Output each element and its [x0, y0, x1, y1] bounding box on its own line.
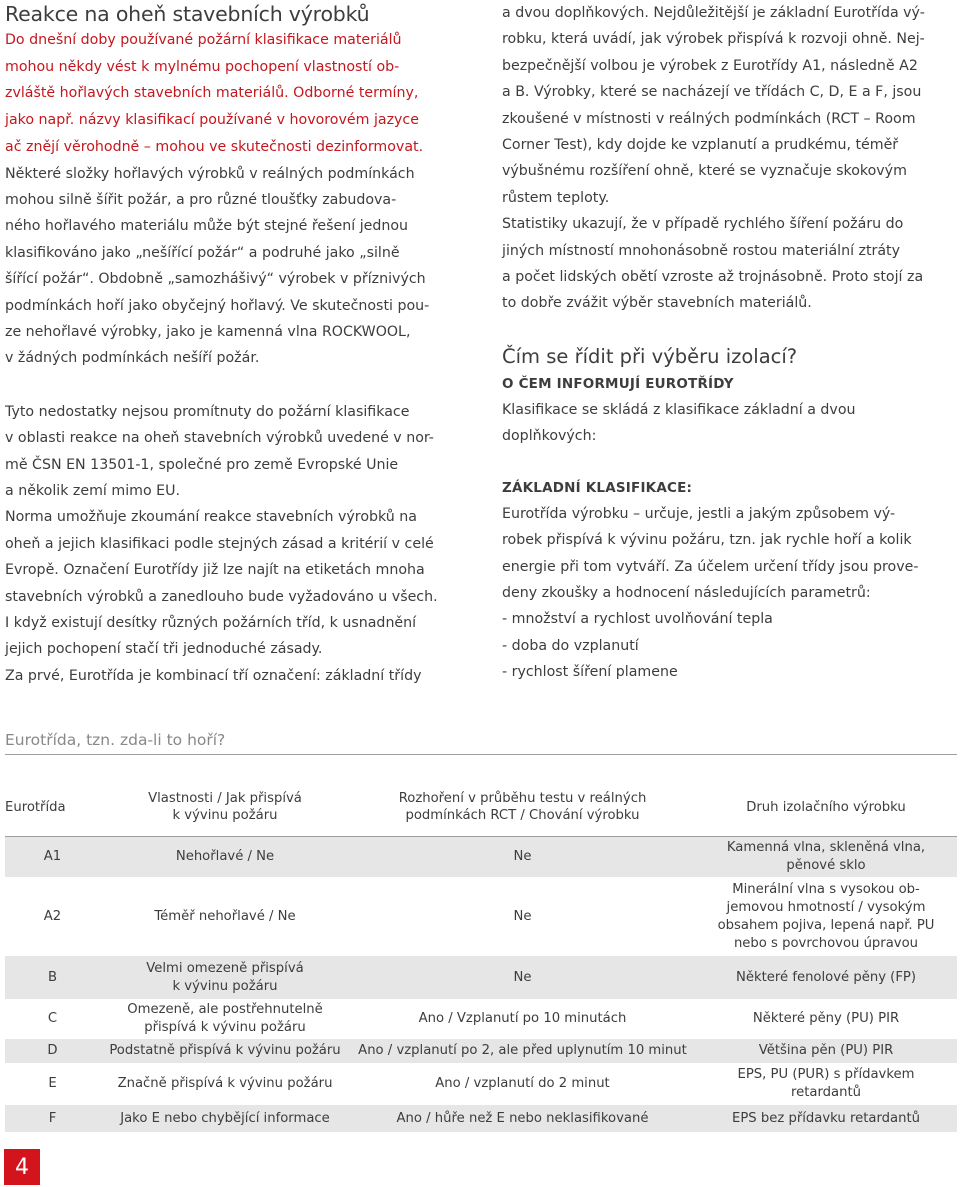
- text-line: v žádných podmínkách nešíří požár.: [5, 350, 260, 367]
- cell-insulation: [695, 1064, 957, 1105]
- text-line: Evropě. Označení Eurotřídy již lze najít na etiketách mnoha: [5, 562, 425, 579]
- text-line: a B. Výrobky, které se nacházejí ve třídách C, D, E a F, jsou: [502, 84, 922, 101]
- text-line: mě ČSN EN 13501-1, společné pro země Evropské Unie: [5, 456, 399, 473]
- text-line: Klasifikace se skládá z klasifikace základní a dvou: [502, 401, 856, 418]
- cell-line: D: [47, 1043, 58, 1058]
- cell-rct: [350, 1105, 695, 1133]
- cell-line: Ano / vzplanutí po 2, ale před uplynutím 10 minut: [358, 1043, 687, 1058]
- header-line: k vývinu požáru: [172, 808, 278, 823]
- cell-line: Jako E nebo chybějící informace: [120, 1110, 330, 1126]
- cell-line: Omezeně, ale postřehnutelně: [127, 1002, 323, 1017]
- cell-line: k vývinu požáru: [172, 978, 278, 994]
- table-row: [5, 956, 957, 1000]
- cell-line: Ne: [513, 969, 532, 985]
- cell-properties: [100, 837, 350, 878]
- text-line: energie při tom vytváří. Za účelem určení třídy jsou prove-: [502, 558, 919, 575]
- cell-insulation: [695, 1000, 957, 1039]
- cell-line: Ne: [513, 908, 532, 924]
- cell-insulation: [695, 1039, 957, 1064]
- header-line: podmínkách RCT / Chování výrobku: [405, 808, 640, 823]
- cell-properties: [100, 1000, 350, 1039]
- cell-class: [5, 1039, 100, 1064]
- cell-insulation: [695, 837, 957, 878]
- cell-class: [5, 878, 100, 956]
- text-line: Norma umožňuje zkoumání reakce stavebních výrobků na: [5, 509, 417, 526]
- cell-class: [5, 1000, 100, 1039]
- cell-rct: [350, 956, 695, 1000]
- cell-line: A1: [43, 849, 62, 864]
- cell-class: [5, 1105, 100, 1133]
- cell-line: EPS bez přídavku retardantů: [732, 1110, 920, 1126]
- cell-properties: [100, 1105, 350, 1133]
- header-line: Vlastnosti / Jak přispívá: [148, 791, 302, 806]
- table-row: [5, 837, 957, 878]
- text-line: I když existují desítky různých požárních tříd, k usnadnění: [5, 615, 417, 632]
- subheading-zakladni: ZÁKLADNÍ KLASIFIKACE:: [502, 479, 693, 496]
- cell-line: EPS, PU (PUR) s přídavkem: [737, 1067, 915, 1082]
- header-eurotrida: [5, 778, 100, 837]
- eurotrida-table: [5, 778, 957, 1133]
- text-line: ze nehořlavé výrobky, jako je kamenná vlna ROCKWOOL,: [5, 323, 411, 340]
- header-rozhoreni: [350, 778, 695, 837]
- table-body: [5, 837, 957, 1133]
- page-title: Reakce na oheň stavebních výrobků: [5, 2, 370, 26]
- text-line: Za prvé, Eurotřída je kombinací tří označení: základní třídy: [5, 667, 422, 684]
- cell-line: E: [48, 1076, 57, 1091]
- cell-line: F: [48, 1110, 57, 1126]
- cell-line: nebo s povrchovou úpravou: [733, 935, 919, 951]
- text-line: Některé složky hořlavých výrobků v reálných podmínkách: [5, 165, 415, 182]
- body-paragraph-2: [5, 399, 465, 689]
- header-druh: [695, 778, 957, 837]
- cell-rct: [350, 878, 695, 956]
- text-line: klasifikováno jako „nešířící požár“ a podruhé jako „silně: [5, 244, 400, 261]
- text-line: Eurotřída výrobku – určuje, jestli a jakým způsobem vý-: [502, 505, 896, 522]
- cell-line: Některé fenolové pěny (FP): [735, 969, 917, 985]
- lead-paragraph: [5, 27, 465, 161]
- page-number: 4: [4, 1149, 40, 1185]
- text-line: šířící požár“. Obdobně „samozhášivý“ výrobek v příznivých: [5, 271, 426, 288]
- cell-line: Podstatně přispívá k vývinu požáru: [109, 1043, 341, 1058]
- cell-rct: [350, 1039, 695, 1064]
- cell-properties: [100, 956, 350, 1000]
- text-line: stavebních výrobků a zanedlouho bude vyžadováno u všech.: [5, 588, 438, 605]
- body-paragraph-1: [5, 161, 465, 372]
- cell-line: obsahem pojiva, lepená např. PU: [717, 917, 935, 933]
- text-line: doplňkových:: [502, 428, 597, 445]
- cell-line: Ano / hůře než E nebo neklasifikované: [396, 1110, 649, 1126]
- text-line: jiných místností mnohonásobně rostou materiální ztráty: [502, 242, 901, 259]
- text-line: robku, která uvádí, jak výrobek přispívá k rozvoji ohně. Nej-: [502, 31, 925, 48]
- cell-line: jemovou hmotností / vysokým: [726, 899, 926, 915]
- cell-line: Téměř nehořlavé / Ne: [154, 908, 296, 924]
- text-line: růstem teploty.: [502, 189, 610, 206]
- text-line: jejich pochopení stačí tři jednoduché zásady.: [5, 641, 323, 658]
- lead-line: zvláště hořlavých stavebních materiálů. Odborné termíny,: [5, 85, 419, 102]
- list-item: - množství a rychlost uvolňování tepla: [502, 611, 773, 628]
- header-line: Rozhoření v průběhu testu v reálných: [398, 791, 647, 806]
- cell-line: Některé pěny (PU) PIR: [752, 1011, 900, 1026]
- right-paragraph-1: [502, 0, 952, 211]
- text-line: oheň a jejich klasifikaci podle stejných zásad a kritérií v celé: [5, 535, 434, 552]
- right-paragraph-2: [502, 211, 952, 317]
- text-line: výbušnému rozšíření ohně, které se vyznačuje skokovým: [502, 163, 907, 180]
- text-line: a několik zemí mimo EU.: [5, 482, 181, 499]
- cell-line: Většina pěn (PU) PIR: [758, 1043, 894, 1058]
- text-line: mohou silně šířit požár, a pro různé tloušťky zabudova-: [5, 191, 397, 208]
- cell-line: A2: [43, 908, 62, 924]
- text-line: zkoušené v místnosti v reálných podmínkách (RCT – Room: [502, 110, 916, 127]
- cell-class: [5, 837, 100, 878]
- lead-line: ač znějí věrohodně – mohou ve skutečnosti dezinformovat.: [5, 138, 424, 155]
- header-vlastnosti: [100, 778, 350, 837]
- section-heading: Čím se řídit při výběru izolací?: [502, 344, 798, 368]
- list-item: - doba do vzplanutí: [502, 637, 639, 654]
- text-line: robek přispívá k vývinu požáru, tzn. jak rychle hoří a kolik: [502, 532, 912, 549]
- cell-line: Nehořlavé / Ne: [175, 849, 275, 864]
- text-line: Statistiky ukazují, že v případě rychlého šíření požáru do: [502, 216, 904, 233]
- cell-class: [5, 1064, 100, 1105]
- cell-line: přispívá k vývinu požáru: [144, 1020, 306, 1035]
- cell-line: Ano / Vzplanutí po 10 minutách: [418, 1011, 627, 1026]
- text-line: bezpečnější volbou je výrobek z Eurotřídy A1, následně A2: [502, 57, 918, 74]
- eurotrida-table-section: [5, 728, 957, 1133]
- cell-line: pěnové sklo: [786, 858, 866, 873]
- cell-line: C: [47, 1011, 58, 1026]
- cell-rct: [350, 1000, 695, 1039]
- table-header-row: [5, 778, 957, 837]
- text-line: to dobře zvážit výběr stavebních materiálů.: [502, 295, 812, 312]
- lead-line: jako např. názvy klasifikací používané v hovorovém jazyce: [5, 112, 419, 129]
- text-line: a počet lidských obětí vzroste až trojnásobně. Proto stojí za: [502, 269, 924, 286]
- header-line: Eurotřída: [5, 799, 66, 815]
- cell-rct: [350, 837, 695, 878]
- header-line: Druh izolačního výrobku: [746, 799, 906, 815]
- text-line: ného hořlavého materiálu může být stejné řešení jednou: [5, 218, 409, 235]
- cell-insulation: [695, 878, 957, 956]
- cell-line: B: [47, 969, 58, 985]
- cell-line: Minerální vlna s vysokou ob-: [732, 881, 920, 897]
- table-row: [5, 1105, 957, 1133]
- cell-properties: [100, 1064, 350, 1105]
- text-line: podmínkách hoří jako obyčejný hořlavý. Ve skutečnosti pou-: [5, 297, 430, 314]
- cell-line: Kamenná vlna, skleněná vlna,: [726, 840, 926, 855]
- table-caption: Eurotřída, tzn. zda-li to hoří?: [5, 728, 957, 755]
- table-row: [5, 1064, 957, 1105]
- cell-line: Ne: [513, 849, 532, 864]
- cell-class: [5, 956, 100, 1000]
- cell-properties: [100, 878, 350, 956]
- cell-insulation: [695, 956, 957, 1000]
- lead-line: Do dnešní doby používané požární klasifikace materiálů: [5, 32, 402, 48]
- table-row: [5, 1000, 957, 1039]
- cell-line: Značně přispívá k vývinu požáru: [117, 1076, 333, 1091]
- cell-line: Ano / vzplanutí do 2 minut: [435, 1076, 610, 1091]
- text-line: Corner Test), kdy dojde ke vzplanutí a prudkému, téměř: [502, 137, 899, 154]
- right-paragraph-4: [502, 501, 952, 686]
- cell-properties: [100, 1039, 350, 1064]
- left-column: [5, 0, 465, 689]
- text-line: Tyto nedostatky nejsou promítnuty do požární klasifikace: [5, 403, 410, 420]
- text-line: a dvou doplňkových. Nejdůležitější je základní Eurotřída vý-: [502, 5, 925, 21]
- right-column: [502, 0, 952, 686]
- table-row: [5, 1039, 957, 1064]
- lead-line: mohou někdy vést k mylnému pochopení vlastností ob-: [5, 58, 400, 75]
- text-line: v oblasti reakce na oheň stavebních výrobků uvedené v nor-: [5, 430, 434, 447]
- right-paragraph-3: [502, 397, 952, 450]
- cell-insulation: [695, 1105, 957, 1133]
- cell-line: retardantů: [790, 1085, 862, 1100]
- text-line: deny zkoušky a hodnocení následujících parametrů:: [502, 584, 871, 601]
- list-item: - rychlost šíření plamene: [502, 664, 678, 681]
- cell-rct: [350, 1064, 695, 1105]
- subheading-eurotridy: O ČEM INFORMUJÍ EUROTŘÍDY: [502, 375, 734, 392]
- cell-line: Velmi omezeně přispívá: [146, 960, 304, 976]
- table-row: [5, 878, 957, 956]
